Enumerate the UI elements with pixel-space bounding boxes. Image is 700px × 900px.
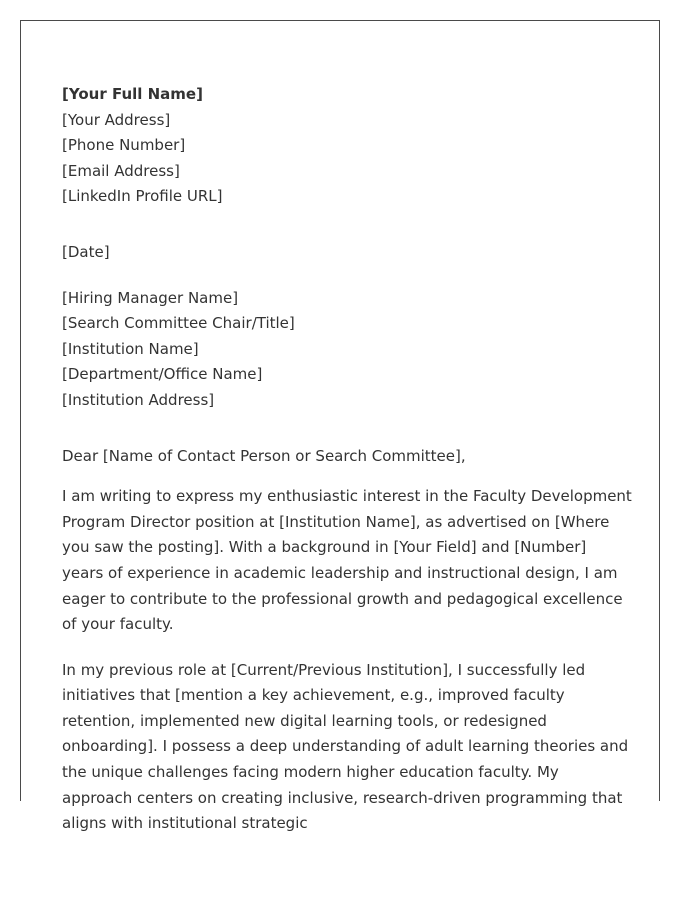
recipient-committee-chair: [Search Committee Chair/Title] [62, 314, 295, 333]
sender-linkedin: [LinkedIn Profile URL] [62, 187, 223, 206]
sender-phone: [Phone Number] [62, 136, 186, 155]
body-paragraph-1: I am writing to express my enthusiastic interest in the Faculty Development Program Director position at [Institution Name], as advertised on [Where you saw the posting]. With a background in [Your Field] and [Number] years of experience in academic leadership and instructional design, I am eager to contribute to the professional growth and pedagogical excellence of your faculty. [62, 487, 632, 634]
recipient-department: [Department/Office Name] [62, 365, 263, 384]
recipient-hiring-manager: [Hiring Manager Name] [62, 288, 239, 307]
recipient-block [62, 286, 632, 414]
letter-page [20, 20, 660, 833]
sender-email: [Email Address] [62, 161, 180, 180]
sender-block [62, 82, 632, 210]
letter-date: [Date] [62, 242, 110, 261]
letter-content [62, 82, 632, 837]
recipient-address: [Institution Address] [62, 390, 215, 409]
body-paragraph-2: In my previous role at [Current/Previous Institution], I successfully led initiatives that [mention a key achievement, e.g., improved faculty retention, implemented new digital learning tools, or redesigned onboarding]. I possess a deep understanding of adult learning theories and the unique challenges facing modern higher education faculty. My approach centers on creating inclusive, research-driven programming that aligns with institutional strategic [62, 660, 629, 833]
recipient-institution: [Institution Name] [62, 339, 199, 358]
sender-address: [Your Address] [62, 110, 171, 129]
sender-name: [Your Full Name] [62, 85, 203, 103]
salutation: Dear [Name of Contact Person or Search Committee], [62, 446, 466, 465]
